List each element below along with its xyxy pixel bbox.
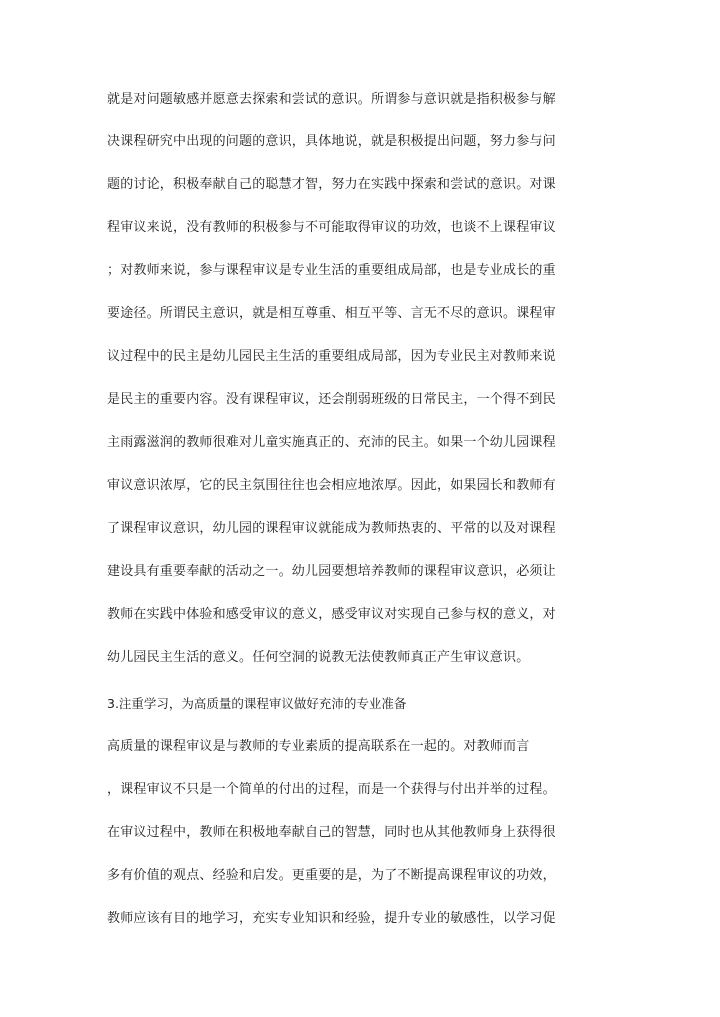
paragraph-line: ；对教师来说，参与课程审议是专业生活的重要组成局部，也是专业成长的重	[107, 263, 556, 278]
paragraph-line: 教师在实践中体验和感受审议的意义，感受审议对实现自己参与权的意义，对	[107, 607, 556, 622]
paragraph-line: 议过程中的民主是幼儿园民主生活的重要组成局部，因为专业民主对教师来说	[107, 349, 556, 364]
paragraph-line: 决课程研究中出现的问题的意识，具体地说，就是积极提出问题，努力参与问	[107, 134, 556, 149]
paragraph-line: 在审议过程中，教师在积极地奉献自己的智慧，同时也从其他教师身上获得很	[107, 825, 556, 840]
paragraph-line: 多有价值的观点、经验和启发。更重要的是，为了不断提高课程审议的功效，	[107, 868, 556, 883]
paragraph-line: 审议意识浓厚，它的民主氛围往往也会相应地浓厚。因此，如果园长和教师有	[107, 478, 556, 493]
paragraph-line: 主雨露滋润的教师很难对儿童实施真正的、充沛的民主。如果一个幼儿园课程	[107, 435, 556, 450]
paragraph-line: 要途径。所谓民主意识，就是相互尊重、相互平等、言无不尽的意识。课程审	[107, 306, 556, 321]
paragraph-line: 了课程审议意识，幼儿园的课程审议就能成为教师热衷的、平常的以及对课程	[107, 521, 556, 536]
paragraph-line: 建设具有重要奉献的活动之一。幼儿园要想培养教师的课程审议意识，必须让	[107, 564, 556, 579]
paragraph-line: 题的讨论，积极奉献自己的聪慧才智，努力在实践中探索和尝试的意识。对课	[107, 177, 556, 192]
paragraph-line: 就是对问题敏感并愿意去探索和尝试的意识。所谓参与意识就是指积极参与解	[107, 92, 556, 107]
paragraph-line: 高质量的课程审议是与教师的专业素质的提高联系在一起的。对教师而言	[107, 739, 530, 754]
paragraph-line: 教师应该有目的地学习，充实专业知识和经验，提升专业的敏感性，以学习促	[107, 911, 556, 926]
paragraph-line: 幼儿园民主生活的意义。任何空洞的说教无法使教师真正产生审议意识。	[107, 650, 530, 665]
paragraph-line: 程审议来说，没有教师的积极参与不可能取得审议的功效，也谈不上课程审议	[107, 220, 556, 235]
paragraph-line: 是民主的重要内容。没有课程审议，还会削弱班级的日常民主，一个得不到民	[107, 392, 556, 407]
section-heading: 3.注重学习，为高质量的课程审议做好充沛的专业准备	[107, 696, 407, 711]
paragraph-line: ，课程审议不只是一个简单的付出的过程，而是一个获得与付出并举的过程。	[107, 782, 556, 797]
